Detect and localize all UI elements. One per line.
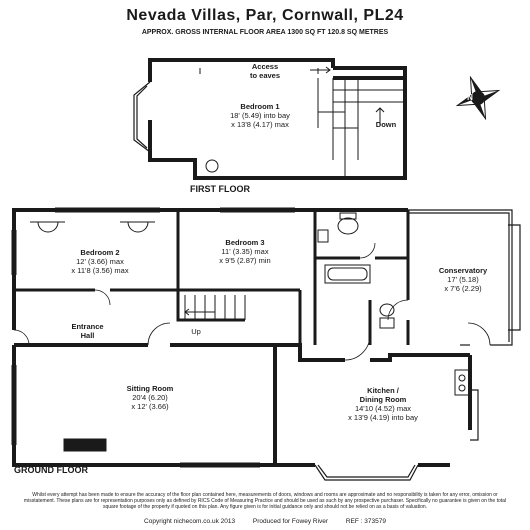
stairs-down-label: Down — [375, 120, 397, 129]
room-dimension: x 11'8 (3.56) max — [71, 266, 129, 275]
room-dimension: x 12' (3.66) — [131, 402, 169, 411]
room-dimension: x 13'9 (4.19) into bay — [348, 413, 418, 422]
compass-north-label: N — [467, 93, 473, 102]
footer-copyright: Copyright nichecom.co.uk 2013 — [144, 518, 236, 525]
room-name: Bedroom 3 — [225, 238, 265, 247]
room-name: Conservatory — [438, 266, 488, 275]
room-name: Sitting Room — [126, 384, 174, 393]
room-bedroom-3 — [190, 238, 300, 265]
room-dimension: x 9'5 (2.87) min — [219, 256, 271, 265]
first-floor-label: FIRST FLOOR — [190, 184, 250, 194]
disclaimer-text: Whilst every attempt has been made to ensure the accuracy of the floor plan contained here, measurements of doors, windows and rooms are approximate and no responsibility is taken for any error, omission or misstatement. These plans are for representation purposes only as defined by RICS Code of Measuring Practice and should be used as such by any prospective purchaser. Specifically no guarantee is given on the total square footage of the property if quoted on this plan. Any figure given is for initial guidance only and should not be relied on as a basis of valuation. — [23, 492, 507, 510]
room-dimension: 14'10 (4.52) max — [354, 404, 412, 413]
room-dimension: 12' (3.66) max — [76, 257, 124, 266]
entrance-line2: Hall — [80, 331, 95, 340]
kitchen-fittings — [455, 370, 469, 395]
ground-floor-staircase — [185, 295, 245, 320]
room-dimension: x 13'8 (4.17) max — [231, 120, 289, 129]
room-dimension: 18' (5.49) into bay — [230, 111, 290, 120]
room-name: Bedroom 1 — [240, 102, 280, 111]
eaves-access-label — [225, 62, 305, 80]
room-dimension: 11' (3.35) max — [221, 247, 269, 256]
room-name: Kitchen / — [367, 386, 399, 395]
room-name: Bedroom 2 — [80, 248, 120, 257]
eaves-line2: to eaves — [249, 71, 281, 80]
floor-area-subtitle: APPROX. GROSS INTERNAL FLOOR AREA 1300 SQ FT 120.8 SQ METRES — [141, 29, 389, 36]
footer-produced: Produced for Fowey River — [252, 518, 329, 525]
room-dimension: 20'4 (6.20) — [132, 393, 168, 402]
plan-title: Nevada Villas, Par, Cornwall, PL24 — [126, 7, 404, 24]
room-conservatory — [418, 266, 508, 293]
fireplace — [65, 440, 105, 450]
entrance-line1: Entrance — [71, 322, 104, 331]
room-dimension: x 7'6 (2.29) — [444, 284, 482, 293]
footer-ref: REF : 373579 — [345, 518, 386, 525]
compass-icon — [450, 70, 506, 126]
room-dimension: 17' (5.18) — [447, 275, 479, 284]
bedroom2-wardrobes — [30, 222, 155, 232]
stairs-up-label: Up — [191, 327, 201, 336]
first-floor-basin — [206, 160, 218, 172]
room-sitting-room — [90, 384, 210, 411]
bathroom-fittings — [318, 213, 394, 328]
room-name-2: Dining Room — [359, 395, 407, 404]
eaves-line1: Access — [251, 62, 279, 71]
footer — [0, 518, 530, 525]
entrance-hall-label — [50, 322, 125, 340]
room-bedroom-2 — [40, 248, 160, 275]
room-bedroom-1 — [190, 102, 330, 129]
first-floor-bay-window — [134, 82, 150, 152]
room-kitchen-dining — [318, 386, 448, 422]
ground-floor-label: GROUND FLOOR — [14, 465, 88, 475]
